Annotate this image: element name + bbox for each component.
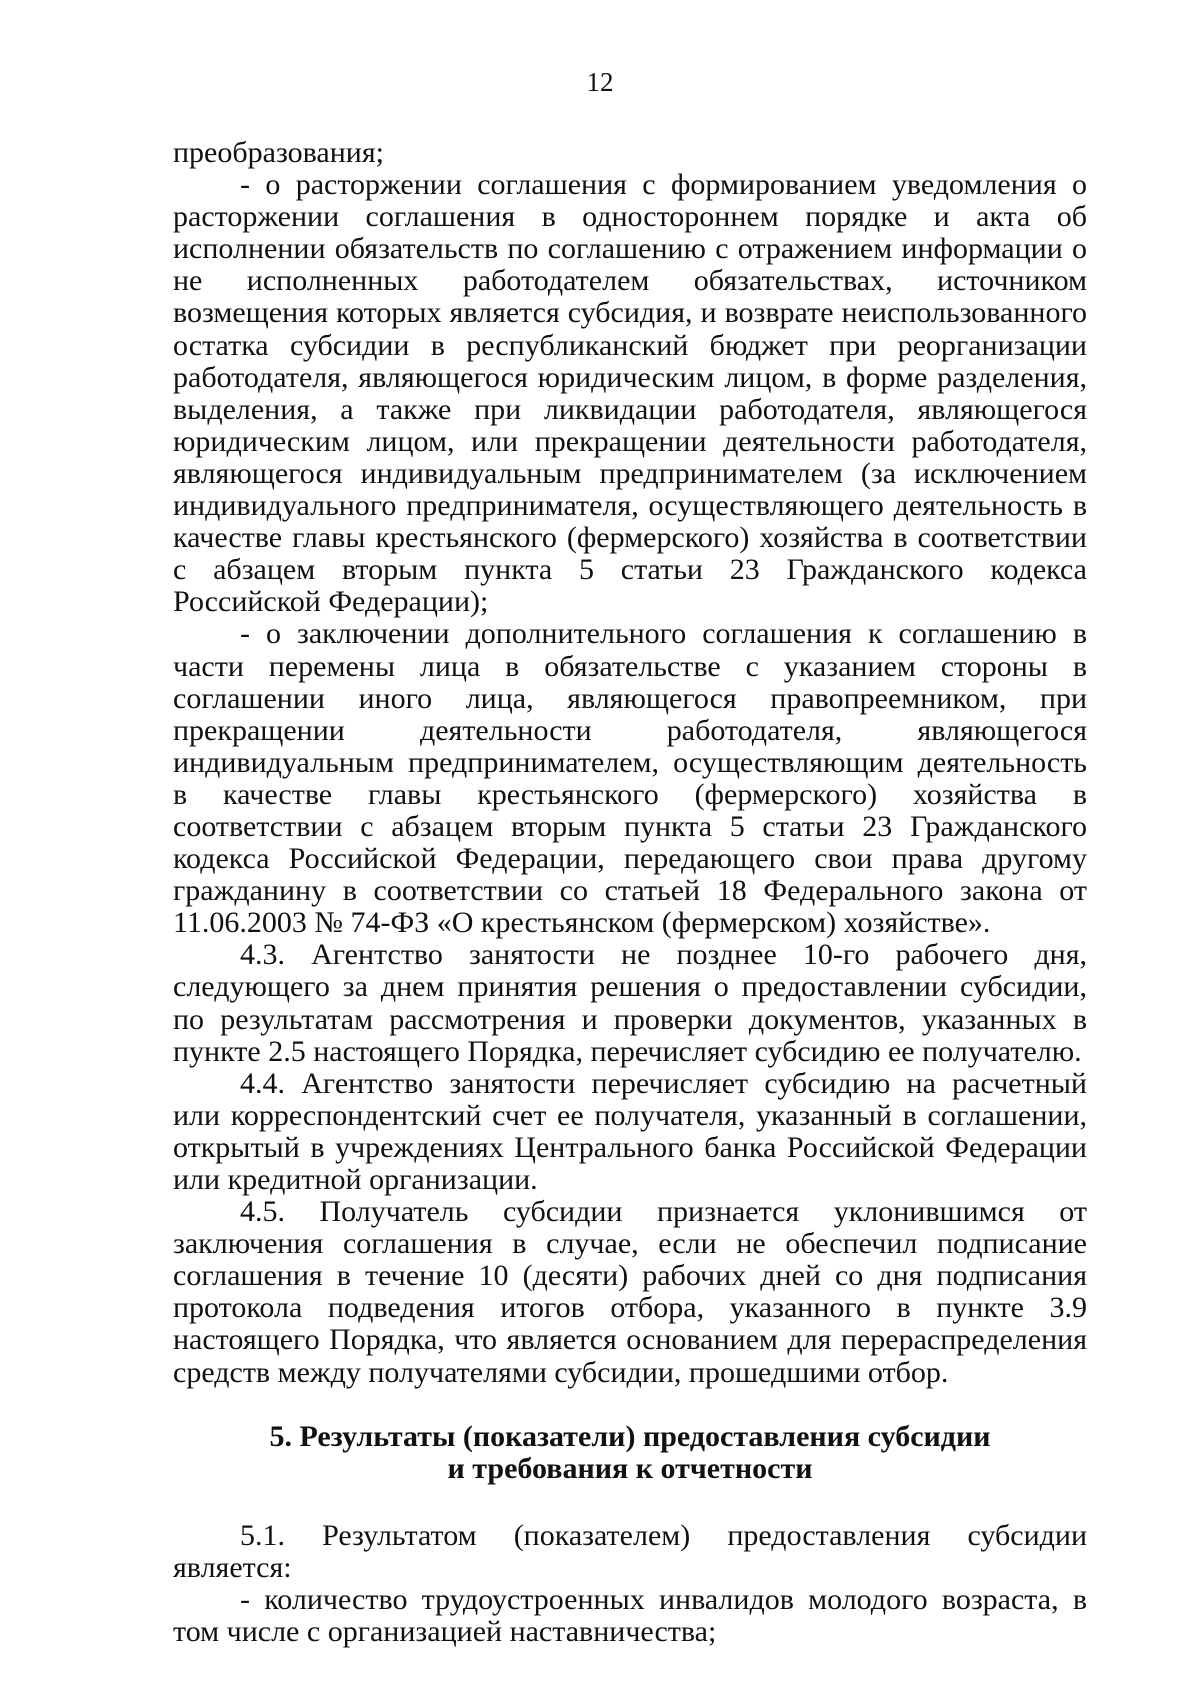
paragraph-5-1: 5.1. Результатом (показателем) предоставления субсидии является: [173, 1518, 1087, 1584]
paragraph-4-3: 4.3. Агентство занятости не позднее 10-го рабочего дня, следующего за днем принятия решения о предоставлении субсидии, по результатам рассмотрения и проверки документов, указанных в пункте 2.5 настоящего Порядка, перечисляет субсидию ее получателю. [173, 938, 1087, 1068]
paragraph-4-4: 4.4. Агентство занятости перечисляет субсидию на расчетный или корреспондентский счет ее получателя, указанный в соглашении, открытый в учреждениях Центрального банка Российской Федерации или кредитной организации. [173, 1066, 1087, 1196]
paragraph-termination-item: - о расторжении соглашения с формированием уведомления о расторжении соглашения в одностороннем порядке и акта об исполнении обязательств по соглашению с отражением информации о не исполненных работодателем обязательствах, источником возмещения которых является субсидия, и возврате неиспользованного остатка субсидии в республиканский бюджет при реорганизации работодателя, являющегося юридическим лицом, в форме разделения, выделения, а также при ликвидации работодателя, являющегося юридическим лицом, или прекращении деятельности работодателя, являющегося индивидуальным предпринимателем (за исключением индивидуального предпринимателя, осуществляющего деятельность в качестве главы крестьянского (фермерского) хозяйства в соответствии с абзацем вторым пункта 5 статьи 23 Гражданского кодекса Российской Федерации); [173, 168, 1087, 619]
paragraph-continuation: преобразования; [173, 136, 384, 169]
section-heading [173, 1421, 1087, 1485]
paragraph-additional-agreement-item: - о заключении дополнительного соглашения к соглашению в части перемены лица в обязательстве с указанием стороны в соглашении иного лица, являющегося правопреемником, при прекращении деятельности работодателя, являющегося индивидуальным предпринимателем, осуществляющим деятельность в качестве главы крестьянского (фермерского) хозяйства в соответствии с абзацем вторым пункта 5 статьи 23 Гражданского кодекса Российской Федерации, передающего свои права другому гражданину в соответствии со статьей 18 Федерального закона от 11.06.2003 № 74-ФЗ «О крестьянском (фермерском) хозяйстве». [173, 617, 1087, 940]
section-heading-line-1: 5. Результаты (показатели) предоставления субсидии [269, 1419, 991, 1453]
page-number: 12 [586, 67, 614, 97]
paragraph-4-5: 4.5. Получатель субсидии признается уклонившимся от заключения соглашения в случае, если не обеспечил подписание соглашения в течение 10 (десяти) рабочих дней со дня подписания протокола подведения итогов отбора, указанного в пункте 3.9 настоящего Порядка, что является основанием для перераспределения средств между получателями субсидии, прошедшими отбор. [173, 1195, 1087, 1389]
document-body [173, 137, 1087, 1648]
section-heading-line-2: и требования к отчетности [447, 1451, 813, 1485]
paragraph-result-item: - количество трудоустроенных инвалидов молодого возраста, в том числе с организацией наставничества; [173, 1583, 1087, 1649]
